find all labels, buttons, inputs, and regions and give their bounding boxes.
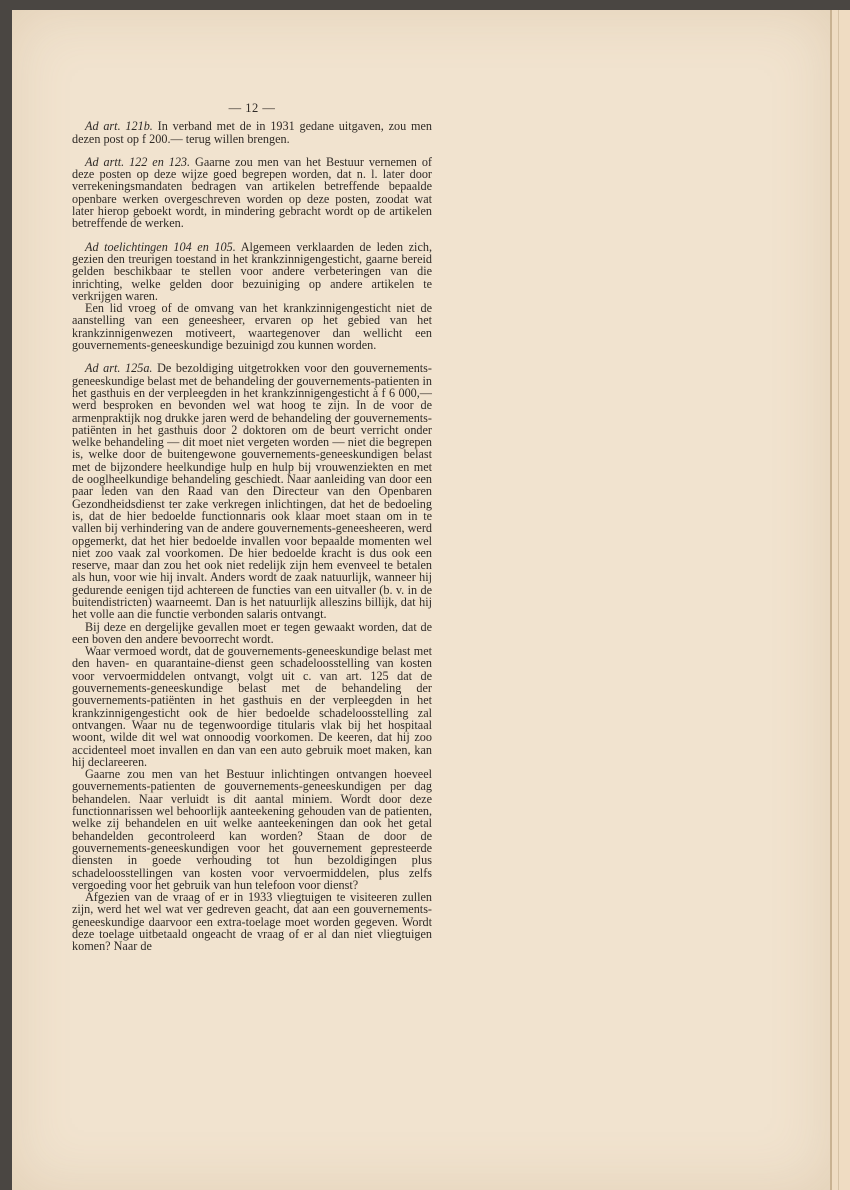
- paragraph-artt-122-123: [72, 156, 432, 230]
- paragraph-text: Afgezien van de vraag of er in 1933 vliegtuigen te visiteeren zullen zijn, werd het wel wat ver gedreven geacht, dat aan een gouvernements-geneeskundige daarvoor een extra-toelage moet worden gegeven. Wordt deze toelage uitbetaald ongeacht de vraag of er al dan niet vliegtuigen komen? Naar de: [72, 890, 432, 954]
- paragraph-text: In verband met de in 1931 gedane uitgaven, zou men dezen post op f 200.— terug willen brengen.: [72, 119, 433, 146]
- document-page: [12, 10, 830, 1190]
- page-number: — 12 —: [228, 101, 276, 115]
- paragraph-text: De bezoldiging uitgetrokken voor den gouvernements-geneeskundige belast met de behandeling der gouvernements-patienten in het gasthuis en der verpleegden in het krankzinnigengesticht à f 6 000,— werd besproken en bevonden wel wat hoog te zijn. In de voor de armenpraktijk nog drukke jaren werd de behandeling der gouvernements-patiënten in het gasthuis door 2 doktoren om de beurt verricht onder welke behandeling — dit moet niet vergeten worden — niet die begrepen is, welke door de buitengewone gouvernements-geneeskundigen belast met de bijzondere heelkundige hulp en hulp bij vrouwenziekten en met de ooglheelkundige behandeling geschiedt. Naar aanleiding van door een paar leden van den Raad van den Directeur van den Openbaren Gezondheidsdienst ter zake verkregen inlichtingen, dat het de bedoeling is, dat de hier bedoelde functionnaris ook klaar moet staan om in te vallen bij verhindering van de andere gouvernements-geneesheeren, werd opgemerkt, dat het hier bedoelde invallen voor bepaalde momenten wel niet zoo vaak zal voorkomen. De hier bedoelde kracht is dus ook een reserve, maar dan zou het ook niet redelijk zijn hem evenveel te betalen als hun, voor wie hij invalt. Anders wordt de zaak natuurlijk, wanneer hij gedurende eenigen tijd achtereen de functies van een uitvaller (b. v. in de buitendistricten) waarneemt. Dan is het natuurlijk alleszins billijk, dat hij het volle aan die functie verbonden salaris ontvangt.: [72, 361, 432, 622]
- paragraph-toelichtingen-104-105: [72, 241, 432, 302]
- article-reference: Ad toelichtingen 104 en 105.: [85, 239, 236, 254]
- paragraph-text: Bij deze en dergelijke gevallen moet er tegen gewaakt worden, dat de een boven den andere bevoorrecht wordt.: [72, 619, 432, 646]
- paragraph-bij-deze: [72, 621, 432, 646]
- paragraph-een-lid: [72, 302, 432, 351]
- paragraph-waar-vermoed: [72, 645, 432, 768]
- paragraph-afgezien: [72, 891, 432, 952]
- paragraph-text: Gaarne zou men van het Bestuur inlichtingen ontvangen hoeveel gouvernements-patienten de gouvernements-geneeskundigen per dag behandelen. Naar verluidt is dit aantal miniem. Wordt door deze functionnarissen wel behoorlijk aanteekening gehouden van de patienten, welke zij behandelen en uit welke aanteekeningen dan ook het getal behandelden gecontroleerd kan worden? Staan de door de gouvernements-geneeskundigen voor het gouvernement gepresteerde diensten in goede verhouding tot hun bezoldigingen plus schadeloosstellingen van kosten voor vervoermiddelen, plus zelfs vergoeding voor het gebruik van hun telefoon voor dienst?: [72, 767, 432, 892]
- article-reference: Ad art. 121b.: [85, 119, 153, 134]
- paragraph-text: Algemeen verklaarden de leden zich, gezien den treurigen toestand in het krankzinnigengesticht, gaarne bereid gelden beschikbaar te stellen voor andere verbeteringen van die inrichting, welke gelden door bezuiniging op andere artikelen te verkrijgen waren.: [72, 239, 432, 303]
- paragraph-art-121b: [72, 120, 432, 145]
- paragraph-gaarne-zou-men: [72, 768, 432, 891]
- article-reference: Ad artt. 122 en 123.: [85, 154, 191, 169]
- paragraph-text: Gaarne zou men van het Bestuur vernemen of deze posten op deze wijze goed begrepen worden, dat n. l. later door verrekeningsmandaten bedragen van artikelen betreffende bepaalde openbare werken overgeschreven worden op deze posten, zoodat wat later hierop geboekt wordt, in mindering gebracht wordt op de artikelen betreffende de werken.: [72, 154, 432, 231]
- adjacent-page-edge: [830, 10, 850, 1190]
- paragraph-art-125a: [72, 362, 432, 620]
- page-body: [72, 102, 432, 953]
- paragraph-text: Een lid vroeg of de omvang van het krankzinnigengesticht niet de aanstelling van een geneesheer, ervaren op het gebied van het krankzinnigenwezen motiveert, waartegenover dan wellicht een gouvernements-geneeskundige bezuinigd zou kunnen worden.: [72, 301, 432, 353]
- paragraph-text: Waar vermoed wordt, dat de gouvernements-geneeskundige belast met den haven- en quarantaine-dienst geen schadeloosstelling van kosten voor vervoermiddelen ontvangt, volgt uit c. van art. 125 dat de gouvernements-geneeskundige belast met de behandeling der gouvernements-patiënten in het gasthuis en der verpleegden in het krankzinnigengesticht ook de hier bedoelde schadeloosstelling zal ontvangen. Waar nu de tegenwoordige titularis vlak bij het hospitaal woont, wilde dit wel wat onnoodig voorkomen. De keeren, dat hij zoo accidenteel moet invallen en dan van een auto gebruik moet maken, kan hij declareeren.: [72, 644, 432, 769]
- article-reference: Ad art. 125a.: [85, 361, 153, 376]
